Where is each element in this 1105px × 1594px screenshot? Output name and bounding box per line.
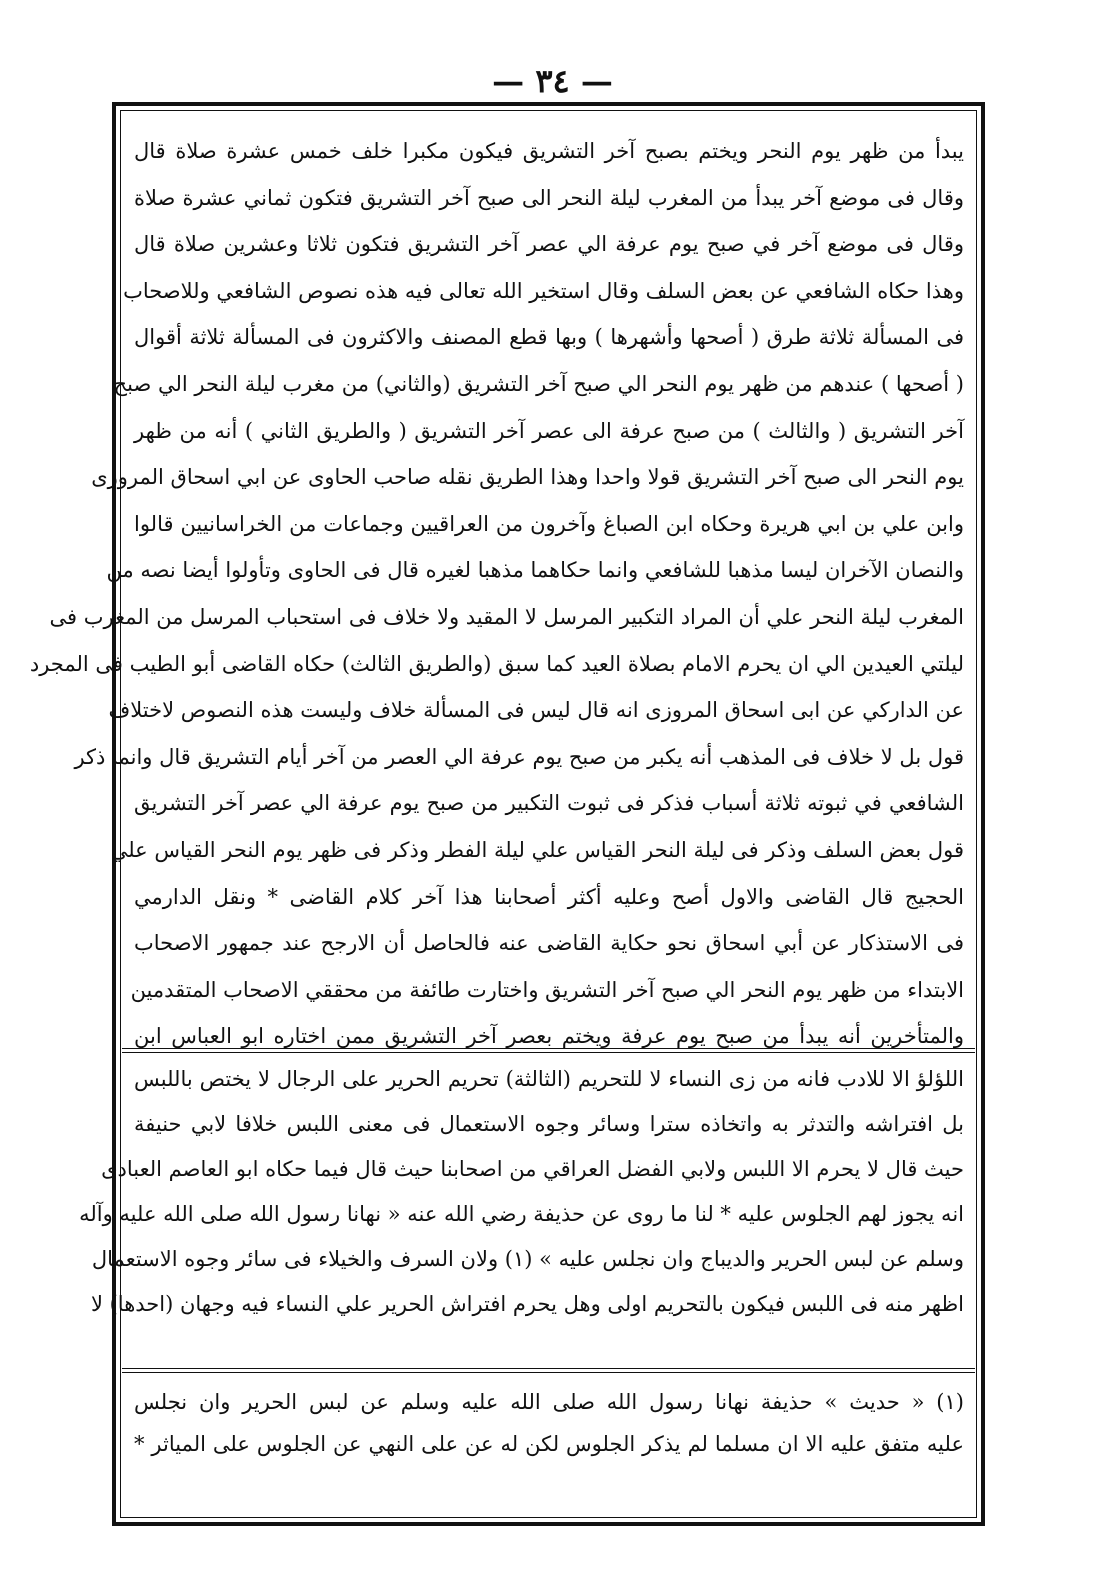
main-text-line: الشافعي في ثبوته ثلاثة أسباب فذكر فى ثبوت التكبير من صبح يوم عرفة الي عصر آخر التشريق: [134, 791, 964, 816]
page-number: — ٣٤ —: [492, 62, 613, 100]
footnote-line: (١) « حديث » حذيفة نهانا رسول الله صلى الله عليه وسلم عن لبس الحرير وان نجلس: [134, 1390, 964, 1414]
footnote-divider: [122, 1368, 975, 1373]
main-text-line: الابتداء من ظهر يوم النحر الي صبح آخر التشريق واختارت طائفة من محققي الاصحاب المتقدمين: [130, 977, 964, 1002]
main-text-line: وقال فى موضع آخر يبدأ من المغرب ليلة النحر الى صبح آخر التشريق فتكون ثماني عشرة صلاة: [134, 185, 964, 210]
section-divider: [122, 1048, 975, 1053]
commentary-block: [79, 1057, 964, 1327]
main-text-line: والنصان الآخران ليسا مذهبا للشافعي وانما حكاهما مذهبا لغيره قال فى الحاوى وتأولوا أيضا نصه من: [106, 558, 964, 583]
footnote-line: عليه متفق عليه الا ان مسلما لم يذكر الجلوس لكن له عن على النهي عن الجلوس على المياثر *: [134, 1432, 964, 1456]
main-text-line: قول بل لا خلاف فى المذهب أنه يكبر من صبح يوم عرفة الي العصر من آخر أيام التشريق قال وانما ذكر: [74, 744, 964, 769]
main-text-line: وابن علي بن ابي هريرة وحكاه ابن الصباغ وآخرون من العراقيين وجماعات من الخراسانيين قالوا: [134, 511, 964, 536]
commentary-line: اللؤلؤ الا للادب فانه من زى النساء لا للتحريم (الثالثة) تحريم الحرير على الرجال لا يختص باللبس: [134, 1067, 964, 1091]
main-text-line: وهذا حكاه الشافعي عن بعض السلف وقال استخير الله تعالى فيه هذه نصوص الشافعي وللاصحاب: [123, 278, 964, 303]
main-text-line: قول بعض السلف وذكر فى ليلة النحر القياس علي ليلة الفطر وذكر فى ظهر يوم النحر القياس علي: [110, 837, 964, 862]
main-text-line: ( أصحها ) عندهم من ظهر يوم النحر الي صبح آخر التشريق (والثاني) من مغرب ليلة النحر الي صبح: [113, 371, 964, 396]
commentary-line: انه يجوز لهم الجلوس عليه * لنا ما روى عن حذيفة رضي الله عنه « نهانا رسول الله صلى الله عليه وآله: [79, 1202, 964, 1226]
commentary-line: حيث قال لا يحرم الا اللبس ولابي الفضل العراقي من اصحابنا حيث قال فيما حكاه ابو العاصم العبادى: [101, 1157, 964, 1181]
main-text-line: فى الاستذكار عن أبي اسحاق نحو حكاية القاضى عنه فالحاصل أن الارجح عند جمهور الاصحاب: [134, 931, 964, 956]
main-text-line: عن الداركي عن ابى اسحاق المروزى انه قال ليس فى المسألة خلاف وليست هذه النصوص لاختلاف: [108, 698, 964, 723]
main-text-line: المغرب ليلة النحر علي أن المراد التكبير المرسل لا المقيد ولا خلاف فى استحباب المرسل من المغرب فى: [49, 604, 964, 629]
main-text-line: وقال فى موضع آخر في صبح يوم عرفة الي عصر آخر التشريق فتكون ثلاثا وعشرين صلاة قال: [134, 232, 964, 257]
main-text-block: [29, 128, 964, 1060]
main-text-line: يبدأ من ظهر يوم النحر ويختم بصبح آخر التشريق فيكون مكبرا خلف خمس عشرة صلاة قال: [134, 139, 964, 163]
main-text-line: يوم النحر الى صبح آخر التشريق قولا واحدا وهذا الطريق نقله صاحب الحاوى عن ابي اسحاق المروزى: [91, 465, 964, 490]
commentary-line: اظهر منه فى اللبس فيكون بالتحريم اولى وهل يحرم افتراش الحرير علي النساء فيه وجهان (احدها) لا: [90, 1292, 964, 1316]
main-text-line: والمتأخرين أنه يبدأ من صبح يوم عرفة ويختم بعصر آخر التشريق ممن اختاره ابو العباس ابن: [134, 1024, 964, 1049]
main-text-line: ليلتي العيدين الي ان يحرم الامام بصلاة العيد كما سبق (والطريق الثالث) حكاه القاضى أبو الطيب فى المجرد: [29, 651, 964, 676]
main-text-line: الحجيج قال القاضى والاول أصح وعليه أكثر أصحابنا هذا آخر كلام القاضى * ونقل الدارمي: [134, 884, 964, 909]
footnote-block: [134, 1381, 964, 1465]
commentary-line: وسلم عن لبس الحرير والديباج وان نجلس عليه » (١) ولان السرف والخيلاء فى سائر وجوه الاستعمال: [91, 1247, 964, 1271]
main-text-line: آخر التشريق ( والثالث ) من صبح عرفة الى عصر آخر التشريق ( والطريق الثاني ) أنه من ظهر: [134, 418, 964, 443]
main-text-line: فى المسألة ثلاثة طرق ( أصحها وأشهرها ) وبها قطع المصنف والاكثرون فى المسألة ثلاثة أقوال: [134, 325, 964, 350]
commentary-line: بل افتراشه والتدثر به واتخاذه سترا وسائر وجوه الاستعمال فى معنى اللبس خلافا لابي حنيفة: [134, 1112, 964, 1136]
